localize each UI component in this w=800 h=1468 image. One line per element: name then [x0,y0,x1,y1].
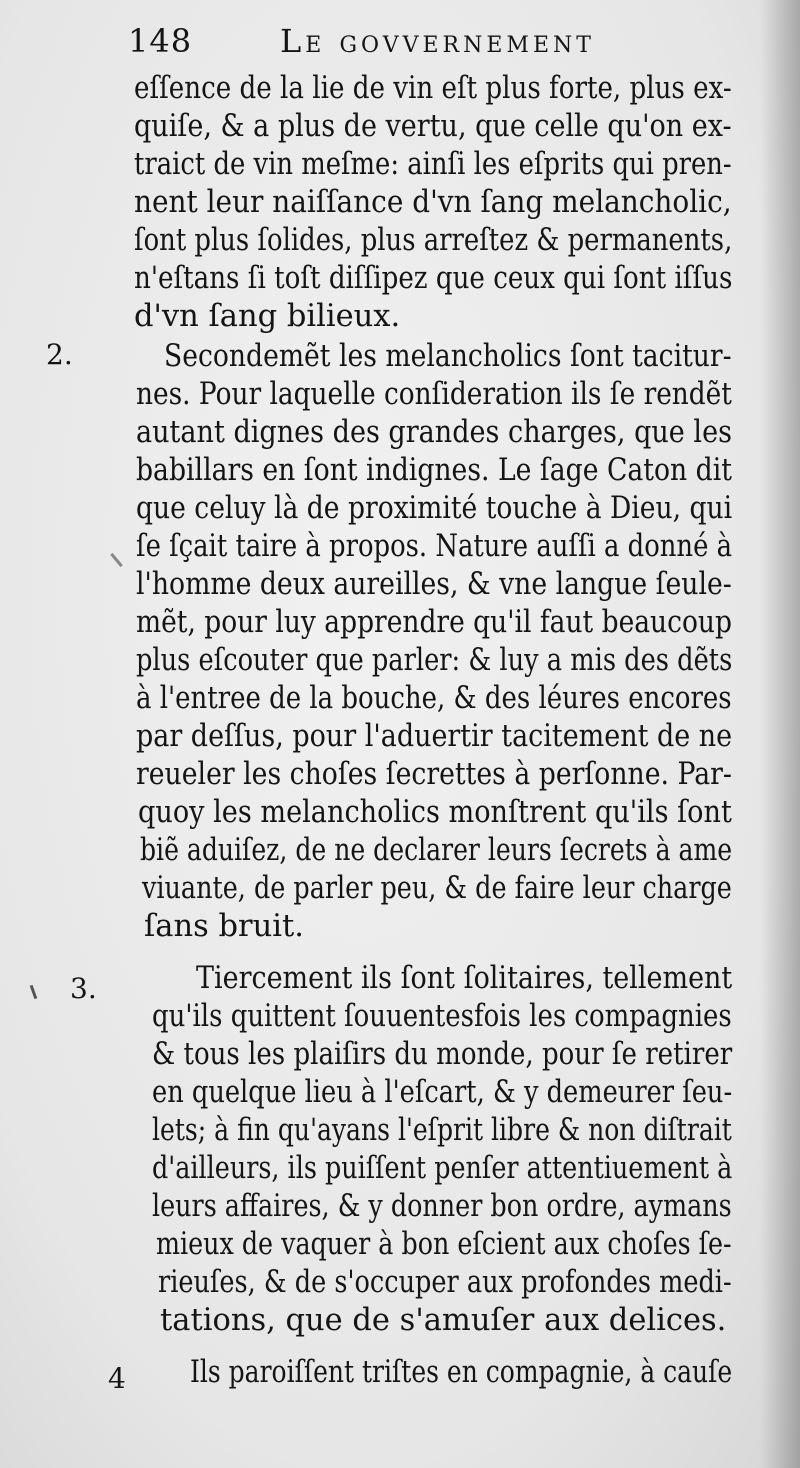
text-line: d'ailleurs, ils puiſſent penſer attentiuement à [152,1151,733,1186]
text-line: quoy les melancholics monſtrent qu'ils ſont [138,795,732,830]
text-line: ſe ſçait taire à propos. Nature auſſi a donné à [136,529,733,564]
text-line: nes. Pour laquelle conſideration ils ſe rendẽt [136,377,732,412]
text-line: autant dignes des grandes charges, que les [136,415,732,450]
text-line: Tiercement ils ſont ſolitaires, tellement [196,961,733,996]
running-title: Le govvernement [280,22,595,60]
text-line: biẽ aduiſez, de ne declarer leurs ſecrets à ame [140,833,733,868]
text-line: qu'ils quittent ſouuentesfois les compagnies [152,999,732,1034]
text-line: ſont plus ſolides, plus arreſtez & permanents, [134,223,733,258]
text-line: Ils paroiſſent triſtes en compagnie, à cauſe [190,1355,733,1390]
text-line: à l'entree de la bouche, & des léures encores [136,681,732,716]
text-line: mẽt, pour luy apprendre qu'il faut beaucoup [136,605,732,640]
text-line: d'vn ſang bilieux. [134,299,401,334]
text-line: que celuy là de proximité touche à Dieu, qui [136,491,733,526]
text-line: rieuſes, & de s'occuper aux profondes medi- [158,1265,732,1300]
margin-number: 3. [70,972,97,1005]
text-line: reueler les choſes ſecrettes à perſonne. Par- [136,757,732,792]
margin-number: 2. [46,338,73,371]
text-line: babillars en ſont indignes. Le ſage Caton dit [136,453,732,488]
text-line: leurs affaires, & y donner bon ordre, aymans [152,1189,732,1224]
text-line: tations, que de s'amuſer aux delices. [160,1303,727,1338]
text-line: nent leur naiſſance d'vn ſang melancholic, [134,185,732,220]
text-line: ſans bruit. [144,909,304,944]
text-line: traict de vin meſme: ainſi les eſprits qui pren- [134,147,732,182]
text-line: par deſſus, pour l'aduertir tacitement de ne [136,719,733,754]
text-line: & tous les plaiſirs du monde, pour ſe retirer [152,1037,733,1072]
text-line: viuante, de parler peu, & de faire leur charge [142,871,732,906]
page-header [128,22,628,62]
page-edge-shadow [760,0,800,1468]
page-number: 148 [128,22,193,60]
text-line: en quelque lieu à l'eſcart, & y demeurer ſeu- [152,1075,733,1110]
margin-number: 4 [108,1362,126,1395]
text-line: lets; à fin qu'ayans l'eſprit libre & non diſtrait [152,1113,732,1148]
text-line: Secondemẽt les melancholics ſont tacitur- [164,339,732,374]
stray-ink-mark [110,553,123,567]
stray-ink-mark [30,985,38,999]
text-line: plus eſcouter que parler: & luy a mis des dẽts [136,643,733,678]
text-line: eſſence de la lie de vin eſt plus forte, plus ex- [134,71,732,106]
text-line: n'eſtans ſi toſt diſſipez que ceux qui ſont iſſus [134,261,733,296]
text-line: l'homme deux aureilles, & vne langue ſeule- [136,567,732,602]
text-line: quiſe, & a plus de vertu, que celle qu'on ex- [134,109,732,144]
text-line: mieux de vaquer à bon eſcient aux choſes ſe- [156,1227,732,1262]
